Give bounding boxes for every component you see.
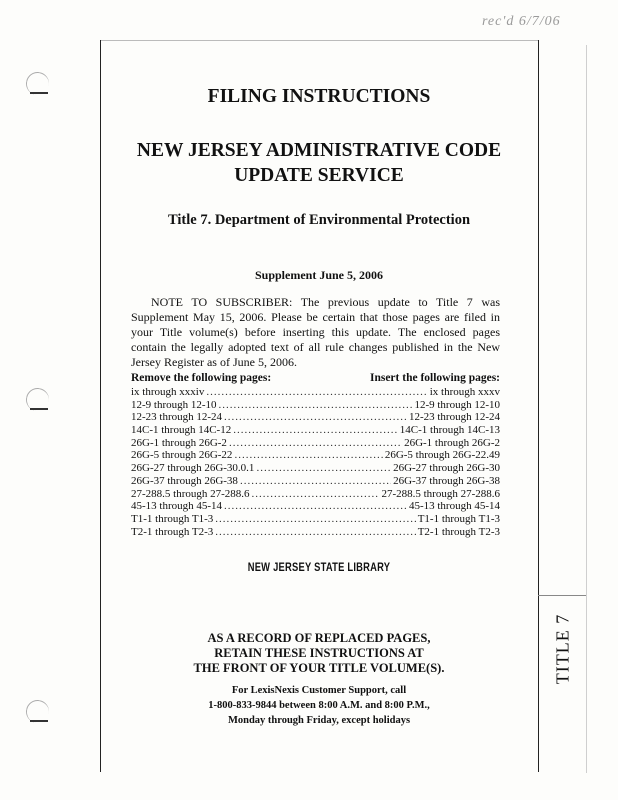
insert-pages: 26G-5 through 26G-22.49 (384, 449, 500, 462)
page-title: FILING INSTRUCTIONS (207, 86, 431, 107)
remove-pages: 45-13 through 45-14 (131, 500, 223, 513)
page-frame-top (100, 40, 539, 41)
leader-dots (233, 424, 398, 437)
handwritten-note: rec'd 6/7/06 (482, 14, 561, 29)
record-instructions (100, 631, 538, 676)
leader-dots (219, 399, 413, 412)
leader-dots (252, 488, 380, 501)
filing-table-header (131, 372, 500, 386)
insert-pages: 45-13 through 45-14 (408, 500, 500, 513)
support-line1: For LexisNexis Customer Support, call (231, 685, 407, 696)
remove-pages: 26G-1 through 26G-2 (131, 436, 227, 449)
table-row (131, 475, 500, 488)
table-row (131, 424, 500, 437)
title-tab (543, 604, 583, 694)
insert-pages: ix through xxxv (429, 386, 500, 398)
remove-pages: T2-1 through T2-3 (131, 525, 214, 538)
table-row (131, 437, 500, 450)
insert-pages: 26G-37 through 26G-38 (393, 474, 500, 487)
table-row (131, 513, 500, 526)
library-stamp: NEW JERSEY STATE LIBRARY (247, 560, 391, 574)
record-line2: RETAIN THESE INSTRUCTIONS AT (214, 646, 424, 660)
filing-table (131, 372, 500, 538)
customer-support (100, 683, 538, 728)
title-tab-label: TITLE 7 (552, 613, 573, 685)
leader-dots (215, 526, 415, 539)
insert-pages: 12-23 through 12-24 (408, 411, 500, 424)
table-row (131, 500, 500, 513)
support-line2: 1-800-833-9844 between 8:00 A.M. and 8:00 P.M., (208, 700, 430, 711)
leader-dots (256, 462, 391, 475)
remove-header: Remove the following pages: (131, 372, 272, 384)
page-frame-right (538, 40, 539, 772)
title-subtitle: Title 7. Department of Environmental Protection (167, 212, 471, 228)
leader-dots (229, 437, 402, 450)
table-row (131, 411, 500, 424)
remove-pages: 26G-27 through 26G-30.0.1 (131, 462, 255, 475)
code-title-line1: NEW JERSEY ADMINISTRATIVE CODE (136, 140, 502, 161)
remove-pages: 27-288.5 through 27-288.6 (131, 487, 250, 500)
leader-dots (224, 500, 407, 513)
record-line3: THE FRONT OF YOUR TITLE VOLUME(S). (193, 661, 445, 675)
leader-dots (224, 411, 407, 424)
remove-pages: 26G-5 through 26G-22 (131, 449, 233, 462)
binder-hole-icon (26, 700, 52, 726)
insert-header: Insert the following pages: (369, 372, 500, 384)
insert-pages: 12-9 through 12-10 (414, 398, 500, 411)
insert-pages: 27-288.5 through 27-288.6 (381, 487, 500, 500)
table-row (131, 449, 500, 462)
remove-pages: ix through xxxiv (131, 386, 205, 398)
filing-table-rows (131, 386, 500, 538)
binder-hole-icon (26, 72, 52, 98)
subscriber-note-text: NOTE TO SUBSCRIBER: The previous update to Title 7 was Supplement May 15, 2006. Please be certain that those pages are filed in your Title volume(s) before inserting this update. The enclosed pages contain the legally adopted text of all rule changes published in the New Jersey Register as of June 5, 2006. (131, 295, 500, 369)
table-row (131, 488, 500, 501)
remove-pages: 12-9 through 12-10 (131, 398, 217, 411)
code-title (100, 138, 538, 188)
remove-pages: 12-23 through 12-24 (131, 411, 223, 424)
table-row (131, 526, 500, 539)
insert-pages: 26G-1 through 26G-2 (404, 436, 500, 449)
table-row (131, 399, 500, 412)
subscriber-note (131, 295, 500, 370)
code-title-line2: UPDATE SERVICE (234, 165, 404, 186)
insert-pages: T2-1 through T2-3 (417, 525, 500, 538)
insert-pages: 14C-1 through 14C-13 (399, 424, 500, 437)
remove-pages: T1-1 through T1-3 (131, 512, 214, 525)
remove-pages: 26G-37 through 26G-38 (131, 474, 238, 487)
tab-divider (538, 595, 586, 596)
supplement-date: Supplement June 5, 2006 (254, 268, 384, 282)
leader-dots (206, 386, 427, 399)
leader-dots (234, 449, 382, 462)
table-row (131, 462, 500, 475)
insert-pages: 26G-27 through 26G-30 (393, 462, 500, 475)
support-line3: Monday through Friday, except holidays (227, 715, 411, 726)
remove-pages: 14C-1 through 14C-12 (131, 424, 232, 437)
table-row (131, 386, 500, 399)
leader-dots (215, 513, 415, 526)
leader-dots (240, 475, 391, 488)
binder-hole-icon (26, 388, 52, 414)
record-line1: AS A RECORD OF REPLACED PAGES, (207, 631, 431, 645)
tab-edge (586, 45, 587, 773)
insert-pages: T1-1 through T1-3 (417, 512, 500, 525)
